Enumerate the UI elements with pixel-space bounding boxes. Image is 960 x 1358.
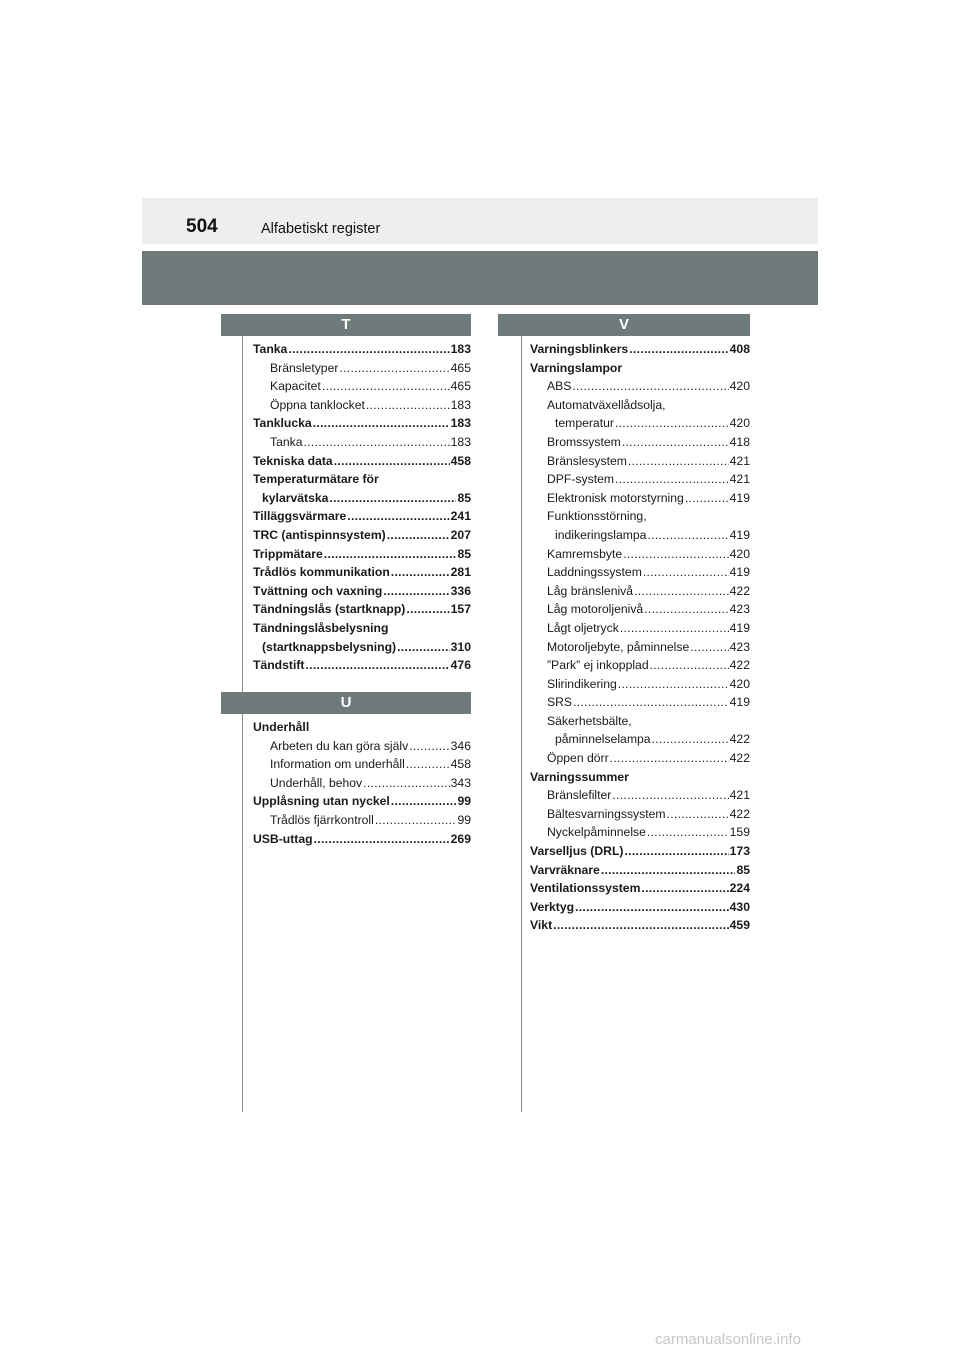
index-term: Tvättning och vaxning: [253, 583, 383, 598]
index-term: Varningssummer: [530, 769, 629, 784]
index-entry: [530, 768, 750, 787]
leader-dots: [634, 582, 729, 601]
leader-dots: [610, 749, 729, 768]
index-entry: [530, 507, 750, 526]
index-entry: [253, 470, 471, 489]
leader-dots: [643, 563, 729, 582]
index-entry: [530, 489, 750, 508]
index-term: Tilläggsvärmare: [253, 509, 347, 524]
index-term: Trådlös kommunikation: [253, 565, 390, 580]
index-page-number: 183: [450, 342, 471, 356]
index-term: Slirindikering: [547, 676, 617, 691]
index-term: SRS: [547, 695, 573, 710]
index-term: Tändningslås (startknapp): [253, 602, 406, 617]
leader-dots: [641, 879, 728, 898]
index-page-number: 85: [457, 490, 471, 505]
leader-dots: [575, 898, 729, 917]
index-entry: [253, 774, 471, 793]
index-term: Arbeten du kan göra själv: [270, 738, 409, 753]
leader-dots: [623, 545, 728, 564]
index-entry: [530, 396, 750, 415]
index-entry: [530, 805, 750, 824]
index-page-number: 420: [729, 416, 750, 431]
index-page-number: 419: [729, 565, 750, 580]
index-term: Bränslesystem: [547, 453, 627, 468]
index-page-number: 459: [729, 918, 750, 933]
index-entry: [253, 619, 471, 638]
index-entry: [530, 693, 750, 712]
leader-dots: [650, 656, 729, 675]
index-entry: [530, 545, 750, 564]
index-entry: [530, 898, 750, 917]
leader-dots: [409, 737, 449, 756]
leader-dots: [334, 452, 450, 471]
index-term: Vikt: [530, 918, 553, 933]
leader-dots: [624, 842, 728, 861]
index-page-number: 419: [729, 695, 750, 710]
index-term: Säkerhetsbälte,: [547, 713, 632, 728]
index-entry: [253, 718, 471, 737]
index-entry: [530, 377, 750, 396]
leader-dots: [363, 774, 450, 793]
index-page-number: 419: [729, 620, 750, 635]
index-term: Underhåll: [253, 720, 310, 734]
index-page-number: 421: [729, 788, 750, 803]
index-term: Laddningssystem: [547, 565, 642, 580]
index-entry: [530, 414, 750, 433]
index-entry: [253, 340, 471, 359]
index-page-number: 85: [736, 862, 750, 877]
index-page-number: 422: [729, 806, 750, 821]
leader-dots: [685, 489, 729, 508]
leader-dots: [629, 340, 728, 359]
index-term: Nyckelpåminnelse: [547, 825, 646, 840]
index-entry: [253, 545, 471, 564]
index-term: påminnelselampa: [555, 732, 651, 747]
leader-dots: [618, 675, 729, 694]
index-term: temperatur: [555, 416, 614, 431]
leader-dots: [622, 433, 729, 452]
index-term: Funktionsstörning,: [547, 509, 647, 524]
leader-dots: [387, 526, 450, 545]
index-entry: [530, 582, 750, 601]
leader-dots: [572, 377, 728, 396]
leader-dots: [305, 656, 449, 675]
leader-dots: [322, 377, 450, 396]
index-page-number: 241: [450, 509, 471, 524]
index-page-number: 346: [450, 738, 471, 753]
index-term: (startknappsbelysning): [262, 639, 397, 654]
leader-dots: [553, 916, 729, 935]
index-entry: [530, 749, 750, 768]
leader-dots: [406, 600, 449, 619]
leader-dots: [304, 433, 450, 452]
index-page-number: 173: [729, 844, 750, 859]
leader-dots: [313, 414, 450, 433]
index-term: kylarvätska: [262, 490, 329, 505]
index-page-number: 422: [729, 658, 750, 673]
index-term: Trippmätare: [253, 546, 323, 561]
index-page-number: 159: [729, 825, 750, 840]
index-entry: [530, 861, 750, 880]
index-entry: [253, 433, 471, 452]
section-header-t: T: [221, 314, 471, 336]
leader-dots: [347, 507, 449, 526]
index-entry: [530, 526, 750, 545]
index-page-number: 183: [450, 397, 471, 412]
index-term: Kamremsbyte: [547, 546, 623, 561]
index-entry: [530, 600, 750, 619]
index-page-number: 419: [729, 527, 750, 542]
index-entry: [253, 489, 471, 508]
index-term: Tändstift: [253, 658, 305, 673]
index-entry: [253, 755, 471, 774]
leader-dots: [615, 414, 729, 433]
index-term: DPF-system: [547, 472, 615, 487]
index-page-number: 418: [729, 434, 750, 449]
index-term: Elektronisk motorstyrning: [547, 490, 684, 505]
leader-dots: [339, 359, 449, 378]
index-list-t: [253, 340, 471, 675]
index-term: Öppen dörr: [547, 751, 609, 766]
index-term: Trådlös fjärrkontroll: [270, 812, 374, 827]
leader-dots: [366, 396, 450, 415]
index-term: Upplåsning utan nyckel: [253, 794, 390, 809]
leader-dots: [397, 638, 450, 657]
index-entry: [530, 340, 750, 359]
index-page-number: 419: [729, 490, 750, 505]
index-page-number: 420: [729, 379, 750, 394]
index-term: Varvräknare: [530, 862, 600, 877]
index-entry: [530, 452, 750, 471]
index-term: Motoroljebyte, påminnelse: [547, 639, 690, 654]
index-page-number: 476: [450, 658, 471, 673]
index-term: Bromssystem: [547, 434, 621, 449]
index-term: Temperaturmätare för: [253, 472, 379, 487]
index-entry: [253, 359, 471, 378]
index-term: Öppna tanklocket: [270, 397, 365, 412]
index-page-number: 408: [729, 342, 750, 356]
index-term: ”Park” ej inkopplad: [547, 658, 649, 673]
index-term: Bränsletyper: [270, 360, 339, 375]
index-page-number: 336: [450, 583, 471, 598]
index-page-number: 430: [729, 899, 750, 914]
leader-dots: [406, 755, 450, 774]
index-entry: [253, 792, 471, 811]
leader-dots: [690, 638, 728, 657]
index-page-number: 422: [729, 751, 750, 766]
index-page-number: 157: [450, 602, 471, 617]
index-term: Låg motoroljenivå: [547, 602, 644, 617]
leader-dots: [375, 811, 457, 830]
index-page-number: 183: [450, 434, 471, 449]
index-page-number: 465: [450, 379, 471, 394]
index-page-number: 421: [729, 472, 750, 487]
leader-dots: [628, 452, 729, 471]
index-page-number: 458: [450, 757, 471, 772]
header-color-band: [142, 251, 818, 305]
index-page-number: 281: [450, 565, 471, 580]
index-entry: [530, 619, 750, 638]
index-term: Automatväxellådsolja,: [547, 397, 666, 412]
column-divider-left: [242, 334, 243, 1112]
index-term: Tanka: [253, 342, 288, 356]
index-entry: [530, 916, 750, 935]
index-term: Varningsblinkers: [530, 342, 629, 356]
index-term: Verktyg: [530, 899, 575, 914]
index-entry: [530, 638, 750, 657]
leader-dots: [288, 340, 449, 359]
index-term: Varningslampor: [530, 360, 623, 375]
leader-dots: [667, 805, 729, 824]
index-page-number: 458: [450, 453, 471, 468]
watermark-text: carmanualsonline.info: [655, 1331, 801, 1348]
index-page-number: 99: [457, 812, 471, 827]
index-entry: [253, 507, 471, 526]
index-entry: [530, 730, 750, 749]
page-header-bar: [142, 198, 818, 244]
index-term: Varselljus (DRL): [530, 844, 624, 859]
index-term: Underhåll, behov: [270, 775, 363, 790]
index-entry: [530, 470, 750, 489]
index-entry: [530, 786, 750, 805]
index-entry: [530, 563, 750, 582]
index-page-number: 85: [457, 546, 471, 561]
index-page-number: 422: [729, 583, 750, 598]
column-divider-right: [521, 334, 522, 1112]
leader-dots: [324, 545, 457, 564]
index-entry: [253, 638, 471, 657]
index-term: Ventilationssystem: [530, 881, 641, 896]
index-term: indikeringslampa: [555, 527, 647, 542]
index-entry: [530, 359, 750, 378]
index-entry: [530, 842, 750, 861]
index-term: Tändningslåsbelysning: [253, 620, 389, 635]
leader-dots: [391, 563, 450, 582]
index-entry: [530, 823, 750, 842]
index-page-number: 423: [729, 639, 750, 654]
index-entry: [530, 712, 750, 731]
index-term: Bältesvarningssystem: [547, 806, 666, 821]
index-term: USB-uttag: [253, 831, 313, 846]
section-header-u: U: [221, 692, 471, 714]
page-title: Alfabetiskt register: [261, 221, 381, 237]
index-list-u: [253, 718, 471, 848]
leader-dots: [383, 582, 449, 601]
leader-dots: [652, 730, 729, 749]
index-term: Tanklucka: [253, 416, 312, 431]
index-entry: [253, 600, 471, 619]
leader-dots: [647, 526, 728, 545]
leader-dots: [573, 693, 729, 712]
index-page-number: 421: [729, 453, 750, 468]
leader-dots: [329, 489, 456, 508]
index-entry: [253, 377, 471, 396]
index-entry: [253, 582, 471, 601]
leader-dots: [612, 786, 728, 805]
index-entry: [530, 656, 750, 675]
index-entry: [530, 879, 750, 898]
index-entry: [253, 526, 471, 545]
leader-dots: [620, 619, 729, 638]
index-term: Lågt oljetryck: [547, 620, 619, 635]
leader-dots: [391, 792, 457, 811]
index-page-number: 343: [450, 775, 471, 790]
index-term: ABS: [547, 379, 572, 394]
index-entry: [253, 830, 471, 849]
leader-dots: [644, 600, 728, 619]
section-header-v: V: [498, 314, 750, 336]
index-list-v: [530, 340, 750, 935]
index-term: TRC (antispinnsystem): [253, 527, 386, 542]
index-entry: [253, 452, 471, 471]
index-term: Kapacitet: [270, 379, 321, 394]
index-term: Bränslefilter: [547, 788, 612, 803]
index-term: Information om underhåll: [270, 757, 405, 772]
index-entry: [253, 811, 471, 830]
leader-dots: [314, 830, 450, 849]
index-entry: [530, 675, 750, 694]
index-page-number: 269: [450, 831, 471, 846]
index-page-number: 183: [450, 416, 471, 431]
leader-dots: [615, 470, 729, 489]
index-entry: [253, 563, 471, 582]
index-entry: [530, 433, 750, 452]
leader-dots: [601, 861, 736, 880]
index-page-number: 420: [729, 546, 750, 561]
index-page-number: 423: [729, 602, 750, 617]
index-entry: [253, 396, 471, 415]
index-page-number: 224: [729, 881, 750, 896]
index-page-number: 422: [729, 732, 750, 747]
index-entry: [253, 737, 471, 756]
index-entry: [253, 656, 471, 675]
index-page-number: 420: [729, 676, 750, 691]
page-number: 504: [186, 216, 218, 237]
index-term: Tanka: [270, 434, 303, 449]
index-page-number: 99: [457, 794, 471, 809]
index-term: Tekniska data: [253, 453, 333, 468]
index-term: Låg bränslenivå: [547, 583, 634, 598]
leader-dots: [647, 823, 729, 842]
index-page-number: 310: [450, 639, 471, 654]
index-entry: [253, 414, 471, 433]
index-page-number: 465: [450, 360, 471, 375]
index-page-number: 207: [450, 527, 471, 542]
